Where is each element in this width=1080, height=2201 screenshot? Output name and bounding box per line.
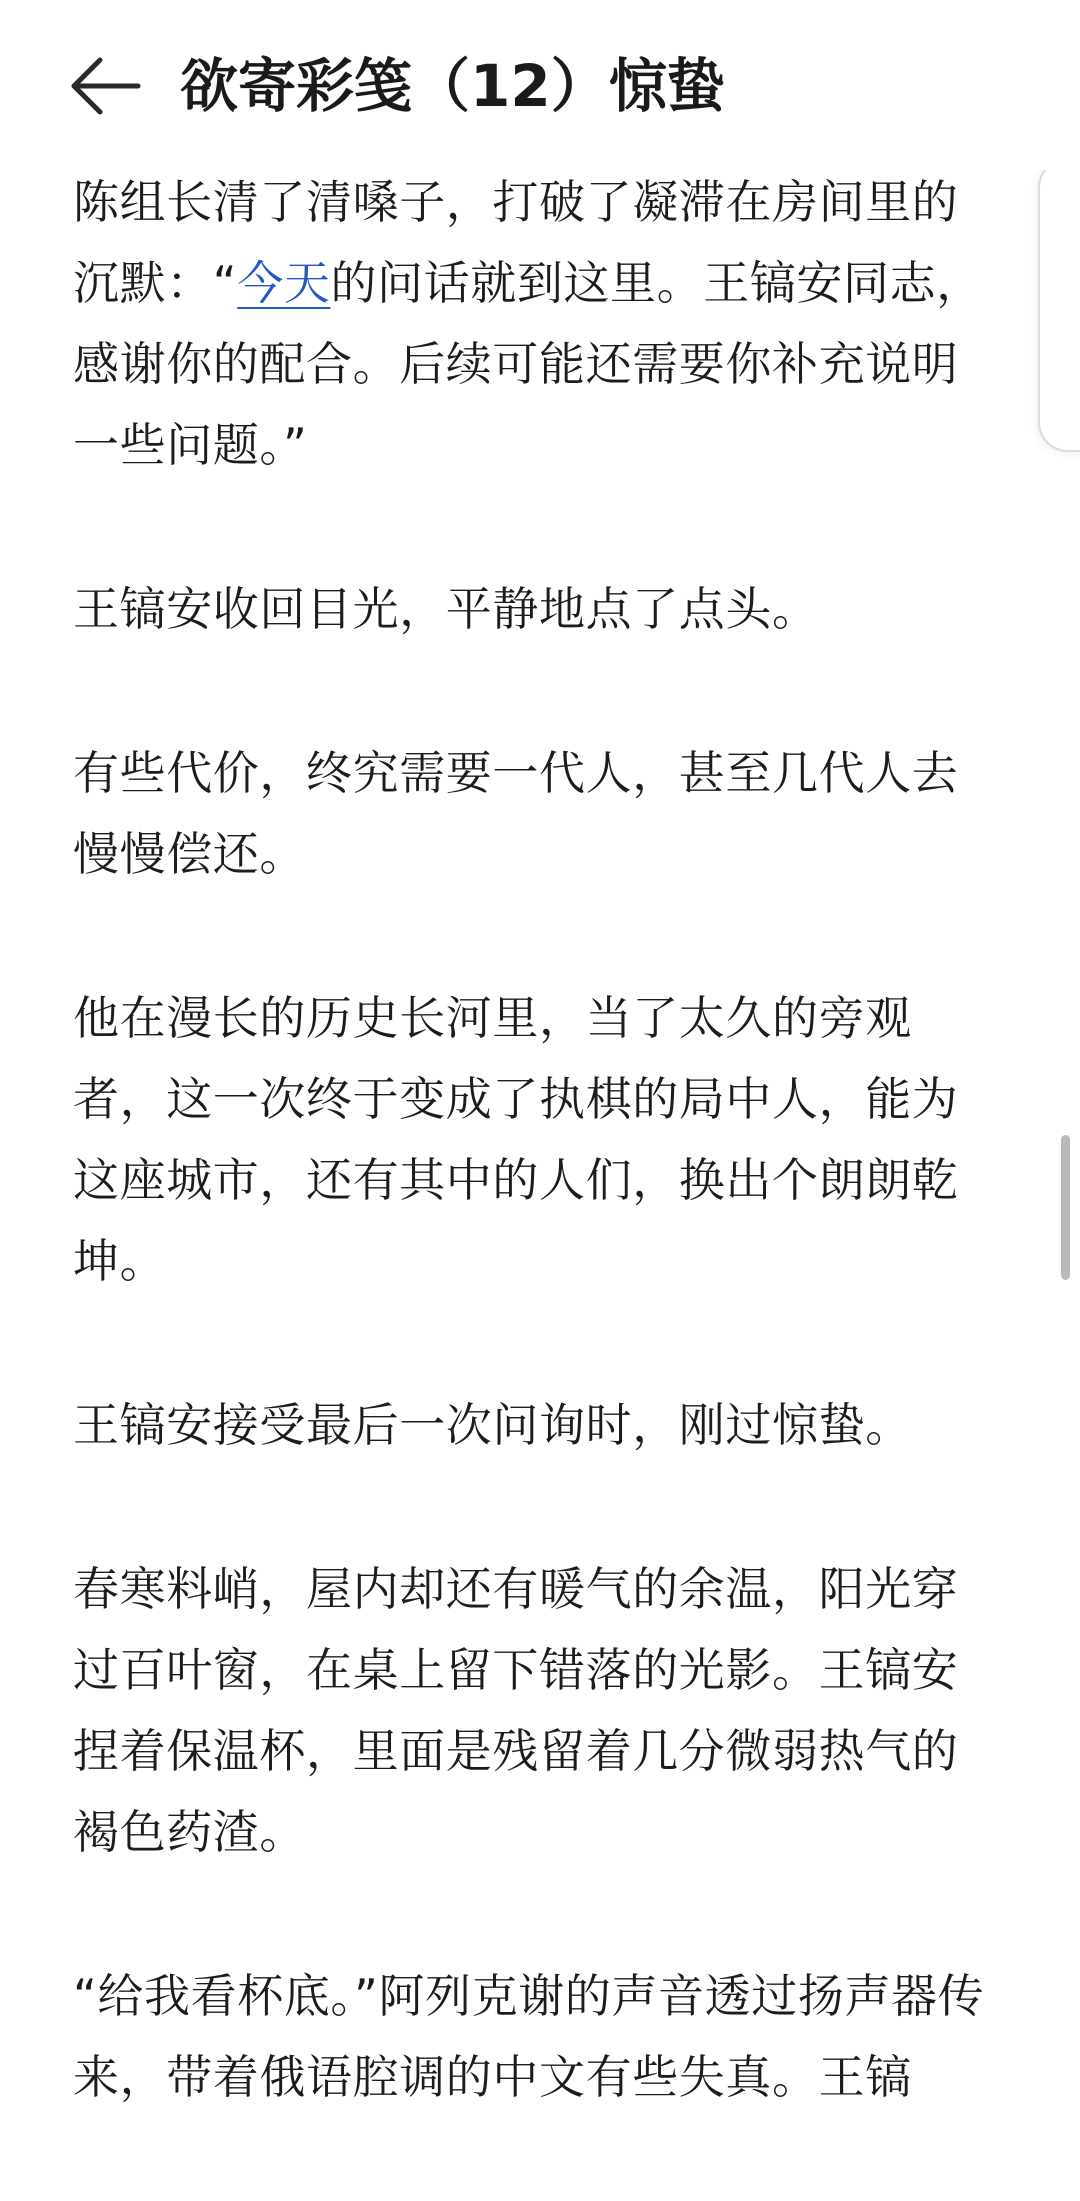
scrollbar-thumb[interactable] xyxy=(1061,1135,1070,1280)
paragraph: 春寒料峭，屋内却还有暖气的余温，阳光穿过百叶窗，在桌上留下错落的光影。王镐安捏着保温杯，里面是残留着几分微弱热气的褐色药渣。 xyxy=(73,1562,959,1859)
top-bar xyxy=(0,0,1080,170)
paragraph: “给我看杯底。”阿列克谢的声音透过扬声器传来，带着俄语腔调的中文有些失真。王镐 xyxy=(73,1969,985,2104)
article-body xyxy=(73,162,1003,2201)
paragraph-text: 的问话就到这里。王镐安同志，感谢你的配合。后续可能还需要你补充说明一些问题。” xyxy=(73,256,983,472)
page-title: 欲寄彩笺（12）惊蛰 xyxy=(180,52,725,120)
paragraph: 他在漫长的历史长河里，当了太久的旁观者，这一次终于变成了执棋的局中人，能为这座城市，还有其中的人们，换出个朗朗乾坤。 xyxy=(73,991,959,1288)
keyword-link[interactable]: 今天 xyxy=(237,256,331,310)
arrow-left-icon xyxy=(66,50,146,122)
paragraph: 王镐安接受最后一次问询时，刚过惊蛰。 xyxy=(73,1398,912,1452)
paragraph-text: 陈组长清了清嗓子，打破了凝滞在房间里的沉默：“ xyxy=(73,175,959,310)
paragraph: 有些代价，终究需要一代人，甚至几代人去慢慢偿还。 xyxy=(73,746,959,881)
floating-side-handle[interactable] xyxy=(1038,158,1080,452)
back-button[interactable] xyxy=(66,50,146,122)
paragraph xyxy=(73,162,1003,486)
paragraph: 王镐安收回目光，平静地点了点头。 xyxy=(73,582,819,636)
